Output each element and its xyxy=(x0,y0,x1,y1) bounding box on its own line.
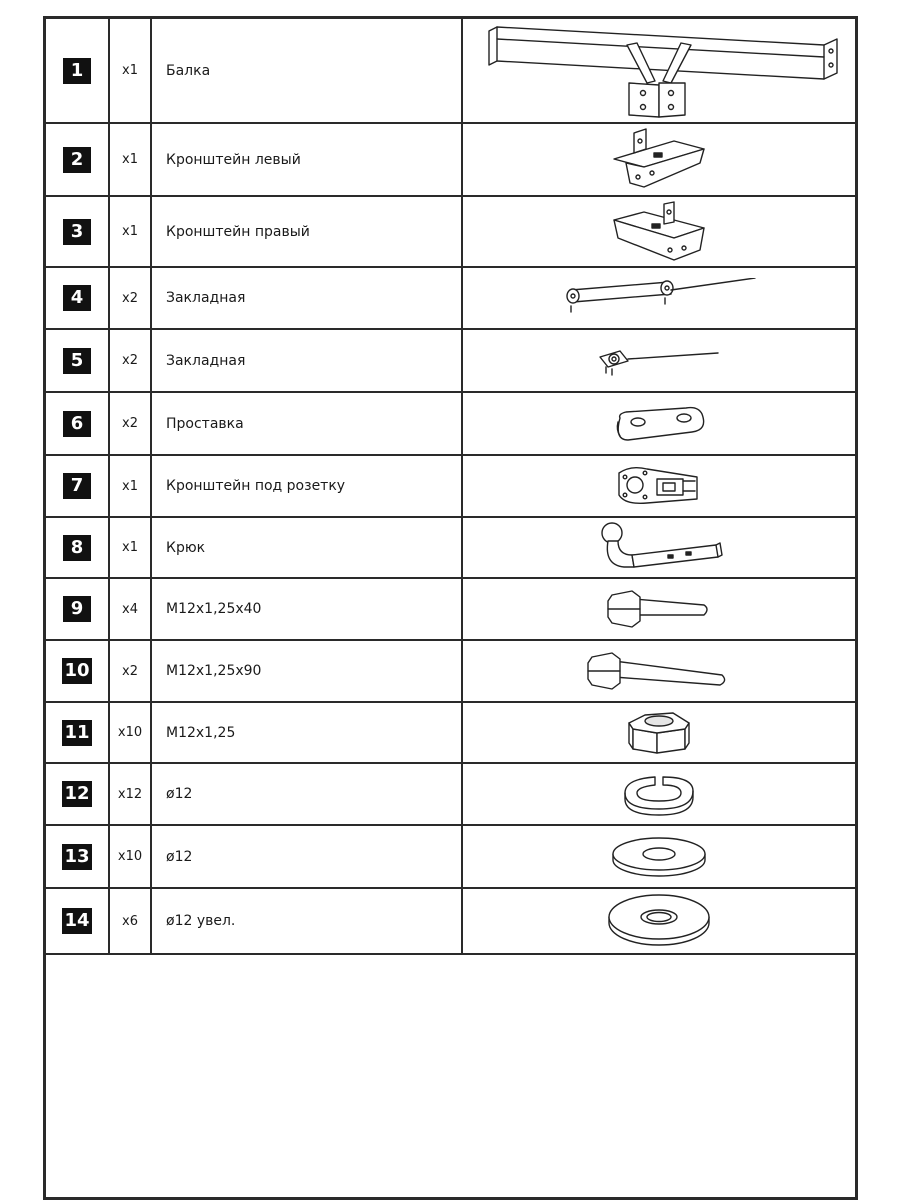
part-quantity: x2 xyxy=(109,267,151,329)
part-name: Балка xyxy=(151,19,462,123)
spacer-icon xyxy=(604,400,714,448)
table-row xyxy=(46,329,855,392)
part-quantity: x6 xyxy=(109,888,151,954)
table-row xyxy=(46,517,855,578)
part-number-badge: 7 xyxy=(63,473,91,499)
table-row xyxy=(46,888,855,954)
hex-nut-icon xyxy=(623,709,695,757)
tow-hook-icon xyxy=(594,521,724,575)
part-quantity: x1 xyxy=(109,455,151,517)
table-row xyxy=(46,702,855,763)
long-bolt-icon xyxy=(584,649,734,693)
part-number-badge: 4 xyxy=(63,285,91,311)
parts-table xyxy=(46,19,855,955)
part-name: Проставка xyxy=(151,392,462,455)
table-row xyxy=(46,19,855,123)
parts-sheet xyxy=(43,16,858,1200)
table-row xyxy=(46,578,855,640)
part-quantity: x1 xyxy=(109,123,151,196)
right-bracket-icon xyxy=(604,198,714,266)
part-quantity: x1 xyxy=(109,517,151,578)
part-name: M12x1,25 xyxy=(151,702,462,763)
part-quantity: x2 xyxy=(109,392,151,455)
embedded-plate-icon xyxy=(594,343,724,379)
socket-bracket-icon xyxy=(611,461,707,511)
part-number-badge: 13 xyxy=(62,844,91,870)
left-bracket-icon xyxy=(604,125,714,195)
part-name: ø12 xyxy=(151,763,462,825)
table-row xyxy=(46,196,855,267)
part-quantity: x10 xyxy=(109,825,151,888)
flat-washer-icon xyxy=(609,834,709,880)
hitch-beam-icon xyxy=(479,21,839,121)
part-quantity: x10 xyxy=(109,702,151,763)
short-bolt-icon xyxy=(604,587,714,631)
table-row xyxy=(46,455,855,517)
part-quantity: x4 xyxy=(109,578,151,640)
embedded-bar-icon xyxy=(559,278,759,318)
part-number-badge: 9 xyxy=(63,596,91,622)
part-number-badge: 1 xyxy=(63,58,91,84)
part-quantity: x2 xyxy=(109,640,151,702)
part-quantity: x1 xyxy=(109,196,151,267)
part-number-badge: 3 xyxy=(63,219,91,245)
part-quantity: x1 xyxy=(109,19,151,123)
part-number-badge: 2 xyxy=(63,147,91,173)
blank-area xyxy=(46,954,855,1197)
part-name: ø12 увел. xyxy=(151,888,462,954)
table-row xyxy=(46,123,855,196)
table-row xyxy=(46,825,855,888)
spring-washer-icon xyxy=(619,771,699,817)
part-name: Закладная xyxy=(151,267,462,329)
part-name: M12x1,25x90 xyxy=(151,640,462,702)
part-number-badge: 10 xyxy=(62,658,91,684)
part-number-badge: 5 xyxy=(63,348,91,374)
large-washer-icon xyxy=(605,893,713,949)
part-quantity: x12 xyxy=(109,763,151,825)
part-name: M12x1,25x40 xyxy=(151,578,462,640)
part-number-badge: 8 xyxy=(63,535,91,561)
part-number-badge: 6 xyxy=(63,411,91,437)
table-row xyxy=(46,640,855,702)
part-number-badge: 12 xyxy=(62,781,91,807)
part-name: ø12 xyxy=(151,825,462,888)
table-row xyxy=(46,267,855,329)
part-name: Кронштейн под розетку xyxy=(151,455,462,517)
part-name: Кронштейн левый xyxy=(151,123,462,196)
part-quantity: x2 xyxy=(109,329,151,392)
part-name: Закладная xyxy=(151,329,462,392)
part-name: Кронштейн правый xyxy=(151,196,462,267)
part-number-badge: 14 xyxy=(62,908,91,934)
table-row xyxy=(46,392,855,455)
table-row xyxy=(46,763,855,825)
part-number-badge: 11 xyxy=(62,720,91,746)
part-name: Крюк xyxy=(151,517,462,578)
